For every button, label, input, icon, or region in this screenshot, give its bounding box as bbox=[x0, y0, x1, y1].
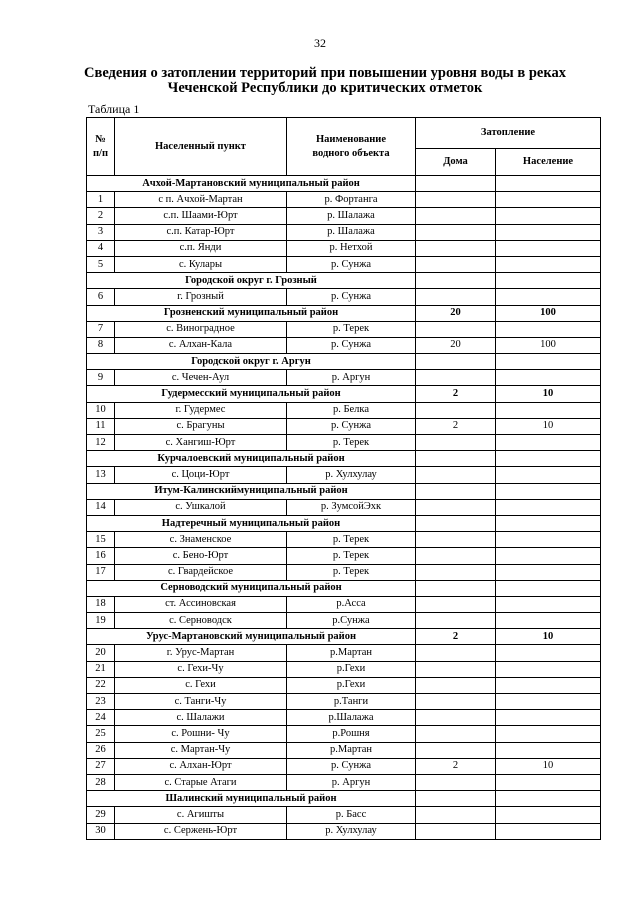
table-row bbox=[87, 661, 601, 677]
header-flooding: Затопление bbox=[416, 118, 601, 149]
water-body-name: р. Шалажа bbox=[287, 224, 416, 240]
region-population: 10 bbox=[496, 386, 601, 402]
row-number: 3 bbox=[87, 224, 115, 240]
region-row bbox=[87, 386, 601, 402]
region-row bbox=[87, 580, 601, 596]
region-name: Шалинский муниципальный район bbox=[87, 791, 416, 807]
settlement-name: с. Гехи-Чу bbox=[115, 661, 287, 677]
settlement-name: г. Гудермес bbox=[115, 402, 287, 418]
population-count bbox=[496, 807, 601, 823]
table-row bbox=[87, 823, 601, 839]
table-row bbox=[87, 499, 601, 515]
table-row bbox=[87, 532, 601, 548]
table-body bbox=[87, 176, 601, 840]
table-row bbox=[87, 677, 601, 693]
houses-count bbox=[416, 677, 496, 693]
population-count: 100 bbox=[496, 337, 601, 353]
population-count bbox=[496, 564, 601, 580]
table-row bbox=[87, 337, 601, 353]
population-count bbox=[496, 224, 601, 240]
table-row bbox=[87, 710, 601, 726]
population-count bbox=[496, 677, 601, 693]
water-body-name: р. Сунжа bbox=[287, 337, 416, 353]
row-number: 8 bbox=[87, 337, 115, 353]
row-number: 7 bbox=[87, 321, 115, 337]
region-row bbox=[87, 791, 601, 807]
water-body-name: р. Фортанга bbox=[287, 192, 416, 208]
population-count: 10 bbox=[496, 758, 601, 774]
table-row bbox=[87, 758, 601, 774]
houses-count bbox=[416, 564, 496, 580]
row-number: 28 bbox=[87, 774, 115, 790]
region-population: 10 bbox=[496, 629, 601, 645]
table-row bbox=[87, 548, 601, 564]
water-body-name: р. Терек bbox=[287, 532, 416, 548]
row-number: 30 bbox=[87, 823, 115, 839]
houses-count bbox=[416, 694, 496, 710]
region-row bbox=[87, 483, 601, 499]
settlement-name: с. Алхан-Юрт bbox=[115, 758, 287, 774]
region-houses bbox=[416, 273, 496, 289]
region-houses bbox=[416, 451, 496, 467]
population-count bbox=[496, 256, 601, 272]
houses-count bbox=[416, 224, 496, 240]
region-row bbox=[87, 629, 601, 645]
water-body-name: р.Гехи bbox=[287, 677, 416, 693]
table-row bbox=[87, 418, 601, 434]
table-row bbox=[87, 321, 601, 337]
settlement-name: г. Грозный bbox=[115, 289, 287, 305]
header-population: Население bbox=[496, 149, 601, 176]
region-houses bbox=[416, 580, 496, 596]
region-population bbox=[496, 483, 601, 499]
row-number: 11 bbox=[87, 418, 115, 434]
population-count bbox=[496, 321, 601, 337]
water-body-name: р. Сунжа bbox=[287, 256, 416, 272]
region-population bbox=[496, 176, 601, 192]
settlement-name: с. Танги-Чу bbox=[115, 694, 287, 710]
region-population bbox=[496, 515, 601, 531]
water-body-name: р. ЗумсойЭхк bbox=[287, 499, 416, 515]
region-population bbox=[496, 451, 601, 467]
houses-count bbox=[416, 532, 496, 548]
table-row bbox=[87, 256, 601, 272]
row-number: 29 bbox=[87, 807, 115, 823]
table-row bbox=[87, 289, 601, 305]
region-population bbox=[496, 354, 601, 370]
houses-count bbox=[416, 807, 496, 823]
population-count bbox=[496, 499, 601, 515]
region-name: Городской округ г. Аргун bbox=[87, 354, 416, 370]
settlement-name: г. Урус-Мартан bbox=[115, 645, 287, 661]
settlement-name: с. Шалажи bbox=[115, 710, 287, 726]
row-number: 9 bbox=[87, 370, 115, 386]
houses-count bbox=[416, 370, 496, 386]
settlement-name: с. Бено-Юрт bbox=[115, 548, 287, 564]
settlement-name: с. Кулары bbox=[115, 256, 287, 272]
population-count bbox=[496, 435, 601, 451]
table-row bbox=[87, 240, 601, 256]
population-count bbox=[496, 548, 601, 564]
settlement-name: с. Брагуны bbox=[115, 418, 287, 434]
table-row bbox=[87, 774, 601, 790]
population-count bbox=[496, 289, 601, 305]
region-name: Курчалоевский муниципальный район bbox=[87, 451, 416, 467]
table-row bbox=[87, 435, 601, 451]
settlement-name: с. Мартан-Чу bbox=[115, 742, 287, 758]
water-body-name: р. Шалажа bbox=[287, 208, 416, 224]
page-number: 32 bbox=[314, 36, 326, 50]
row-number: 2 bbox=[87, 208, 115, 224]
region-row bbox=[87, 176, 601, 192]
region-houses bbox=[416, 176, 496, 192]
table-row bbox=[87, 596, 601, 612]
row-number: 19 bbox=[87, 613, 115, 629]
table-row bbox=[87, 726, 601, 742]
water-body-name: р. Аргун bbox=[287, 774, 416, 790]
water-body-name: р.Танги bbox=[287, 694, 416, 710]
water-body-name: р. Нетхой bbox=[287, 240, 416, 256]
settlement-name: с.п. Янди bbox=[115, 240, 287, 256]
population-count bbox=[496, 532, 601, 548]
row-number: 21 bbox=[87, 661, 115, 677]
region-row bbox=[87, 515, 601, 531]
population-count bbox=[496, 596, 601, 612]
row-number: 14 bbox=[87, 499, 115, 515]
table-label: Таблица 1 bbox=[88, 102, 140, 116]
population-count bbox=[496, 774, 601, 790]
settlement-name: с. Агишты bbox=[115, 807, 287, 823]
population-count bbox=[496, 645, 601, 661]
region-houses: 20 bbox=[416, 305, 496, 321]
houses-count bbox=[416, 710, 496, 726]
row-number: 18 bbox=[87, 596, 115, 612]
water-body-name: р.Мартан bbox=[287, 645, 416, 661]
settlement-name: с. Гехи bbox=[115, 677, 287, 693]
title-line-1: Сведения о затоплении территорий при повышении уровня воды в реках bbox=[84, 65, 566, 81]
header-settlement: Населенный пункт bbox=[115, 118, 287, 176]
houses-count bbox=[416, 596, 496, 612]
houses-count bbox=[416, 726, 496, 742]
population-count: 10 bbox=[496, 418, 601, 434]
water-body-name: р. Басс bbox=[287, 807, 416, 823]
region-houses: 2 bbox=[416, 629, 496, 645]
water-body-name: р.Шалажа bbox=[287, 710, 416, 726]
region-row bbox=[87, 273, 601, 289]
region-houses bbox=[416, 354, 496, 370]
houses-count: 20 bbox=[416, 337, 496, 353]
row-number: 27 bbox=[87, 758, 115, 774]
table-row bbox=[87, 467, 601, 483]
settlement-name: с. Виноградное bbox=[115, 321, 287, 337]
population-count bbox=[496, 613, 601, 629]
houses-count bbox=[416, 467, 496, 483]
row-number: 17 bbox=[87, 564, 115, 580]
table-row bbox=[87, 564, 601, 580]
houses-count bbox=[416, 192, 496, 208]
region-row bbox=[87, 305, 601, 321]
settlement-name: с. Серноводск bbox=[115, 613, 287, 629]
population-count bbox=[496, 240, 601, 256]
row-number: 16 bbox=[87, 548, 115, 564]
population-count bbox=[496, 661, 601, 677]
houses-count bbox=[416, 256, 496, 272]
water-body-name: р. Терек bbox=[287, 321, 416, 337]
row-number: 1 bbox=[87, 192, 115, 208]
houses-count bbox=[416, 548, 496, 564]
row-number: 24 bbox=[87, 710, 115, 726]
water-body-name: р. Сунжа bbox=[287, 289, 416, 305]
water-body-name: р.Рошня bbox=[287, 726, 416, 742]
region-name: Надтеречный муниципальный район bbox=[87, 515, 416, 531]
population-count bbox=[496, 370, 601, 386]
settlement-name: с.п. Шаами-Юрт bbox=[115, 208, 287, 224]
houses-count: 2 bbox=[416, 418, 496, 434]
population-count bbox=[496, 726, 601, 742]
houses-count bbox=[416, 823, 496, 839]
houses-count bbox=[416, 321, 496, 337]
water-body-name: р. Аргун bbox=[287, 370, 416, 386]
table-row bbox=[87, 613, 601, 629]
population-count bbox=[496, 402, 601, 418]
row-number: 20 bbox=[87, 645, 115, 661]
water-body-name: р. Терек bbox=[287, 564, 416, 580]
table-row bbox=[87, 224, 601, 240]
region-name: Серноводский муниципальный район bbox=[87, 580, 416, 596]
settlement-name: с.п. Катар-Юрт bbox=[115, 224, 287, 240]
population-count bbox=[496, 710, 601, 726]
population-count bbox=[496, 742, 601, 758]
settlement-name: с п. Ачхой-Мартан bbox=[115, 192, 287, 208]
table-row bbox=[87, 694, 601, 710]
flooding-table bbox=[86, 117, 601, 840]
region-houses: 2 bbox=[416, 386, 496, 402]
table-row bbox=[87, 645, 601, 661]
row-number: 26 bbox=[87, 742, 115, 758]
header-num bbox=[87, 118, 115, 176]
row-number: 5 bbox=[87, 256, 115, 272]
region-row bbox=[87, 451, 601, 467]
population-count bbox=[496, 208, 601, 224]
row-number: 4 bbox=[87, 240, 115, 256]
houses-count bbox=[416, 645, 496, 661]
row-number: 25 bbox=[87, 726, 115, 742]
population-count bbox=[496, 694, 601, 710]
water-body-name: р. Терек bbox=[287, 435, 416, 451]
row-number: 23 bbox=[87, 694, 115, 710]
table-row bbox=[87, 192, 601, 208]
header-houses: Дома bbox=[416, 149, 496, 176]
water-body-name: р.Гехи bbox=[287, 661, 416, 677]
table-header-row bbox=[87, 118, 601, 149]
settlement-name: с. Знаменское bbox=[115, 532, 287, 548]
settlement-name: с. Рошни- Чу bbox=[115, 726, 287, 742]
houses-count bbox=[416, 661, 496, 677]
population-count bbox=[496, 823, 601, 839]
region-name: Гудермесский муниципальный район bbox=[87, 386, 416, 402]
row-number: 6 bbox=[87, 289, 115, 305]
settlement-name: с. Чечен-Аул bbox=[115, 370, 287, 386]
header-num-label: № п/п bbox=[92, 133, 109, 159]
settlement-name: с. Ушкалой bbox=[115, 499, 287, 515]
row-number: 12 bbox=[87, 435, 115, 451]
region-houses bbox=[416, 483, 496, 499]
houses-count bbox=[416, 435, 496, 451]
row-number: 13 bbox=[87, 467, 115, 483]
water-body-name: р. Хулхулау bbox=[287, 467, 416, 483]
settlement-name: ст. Ассиновская bbox=[115, 596, 287, 612]
water-body-name: р. Терек bbox=[287, 548, 416, 564]
settlement-name: с. Гвардейское bbox=[115, 564, 287, 580]
water-body-name: р. Сунжа bbox=[287, 758, 416, 774]
houses-count bbox=[416, 774, 496, 790]
water-body-name: р.Асса bbox=[287, 596, 416, 612]
water-body-name: р.Мартан bbox=[287, 742, 416, 758]
region-name: Грозненский муниципальный район bbox=[87, 305, 416, 321]
houses-count bbox=[416, 208, 496, 224]
water-body-name: р. Белка bbox=[287, 402, 416, 418]
houses-count bbox=[416, 742, 496, 758]
region-population: 100 bbox=[496, 305, 601, 321]
row-number: 22 bbox=[87, 677, 115, 693]
settlement-name: с. Хангиш-Юрт bbox=[115, 435, 287, 451]
row-number: 10 bbox=[87, 402, 115, 418]
houses-count bbox=[416, 613, 496, 629]
region-population bbox=[496, 791, 601, 807]
houses-count bbox=[416, 402, 496, 418]
water-body-name: р.Сунжа bbox=[287, 613, 416, 629]
title-line-2: Чеченской Республики до критических отметок bbox=[167, 80, 483, 96]
houses-count bbox=[416, 499, 496, 515]
region-population bbox=[496, 273, 601, 289]
table-row bbox=[87, 370, 601, 386]
settlement-name: с. Сержень-Юрт bbox=[115, 823, 287, 839]
population-count bbox=[496, 467, 601, 483]
header-water-body-label: Наименование водного объекта bbox=[312, 133, 390, 159]
table-row bbox=[87, 807, 601, 823]
water-body-name: р. Сунжа bbox=[287, 418, 416, 434]
houses-count bbox=[416, 240, 496, 256]
document-title bbox=[70, 66, 580, 96]
header-water-body bbox=[287, 118, 416, 176]
houses-count: 2 bbox=[416, 758, 496, 774]
region-name: Ачхой-Мартановский муниципальный район bbox=[87, 176, 416, 192]
region-houses bbox=[416, 515, 496, 531]
region-row bbox=[87, 354, 601, 370]
water-body-name: р. Хулхулау bbox=[287, 823, 416, 839]
region-houses bbox=[416, 791, 496, 807]
row-number: 15 bbox=[87, 532, 115, 548]
table-row bbox=[87, 742, 601, 758]
region-name: Городской округ г. Грозный bbox=[87, 273, 416, 289]
settlement-name: с. Цоци-Юрт bbox=[115, 467, 287, 483]
region-name: Итум-Калинскиймуниципальный район bbox=[87, 483, 416, 499]
table-row bbox=[87, 402, 601, 418]
population-count bbox=[496, 192, 601, 208]
houses-count bbox=[416, 289, 496, 305]
settlement-name: с. Старые Атаги bbox=[115, 774, 287, 790]
region-population bbox=[496, 580, 601, 596]
settlement-name: с. Алхан-Кала bbox=[115, 337, 287, 353]
table-row bbox=[87, 208, 601, 224]
region-name: Урус-Мартановский муниципальный район bbox=[87, 629, 416, 645]
